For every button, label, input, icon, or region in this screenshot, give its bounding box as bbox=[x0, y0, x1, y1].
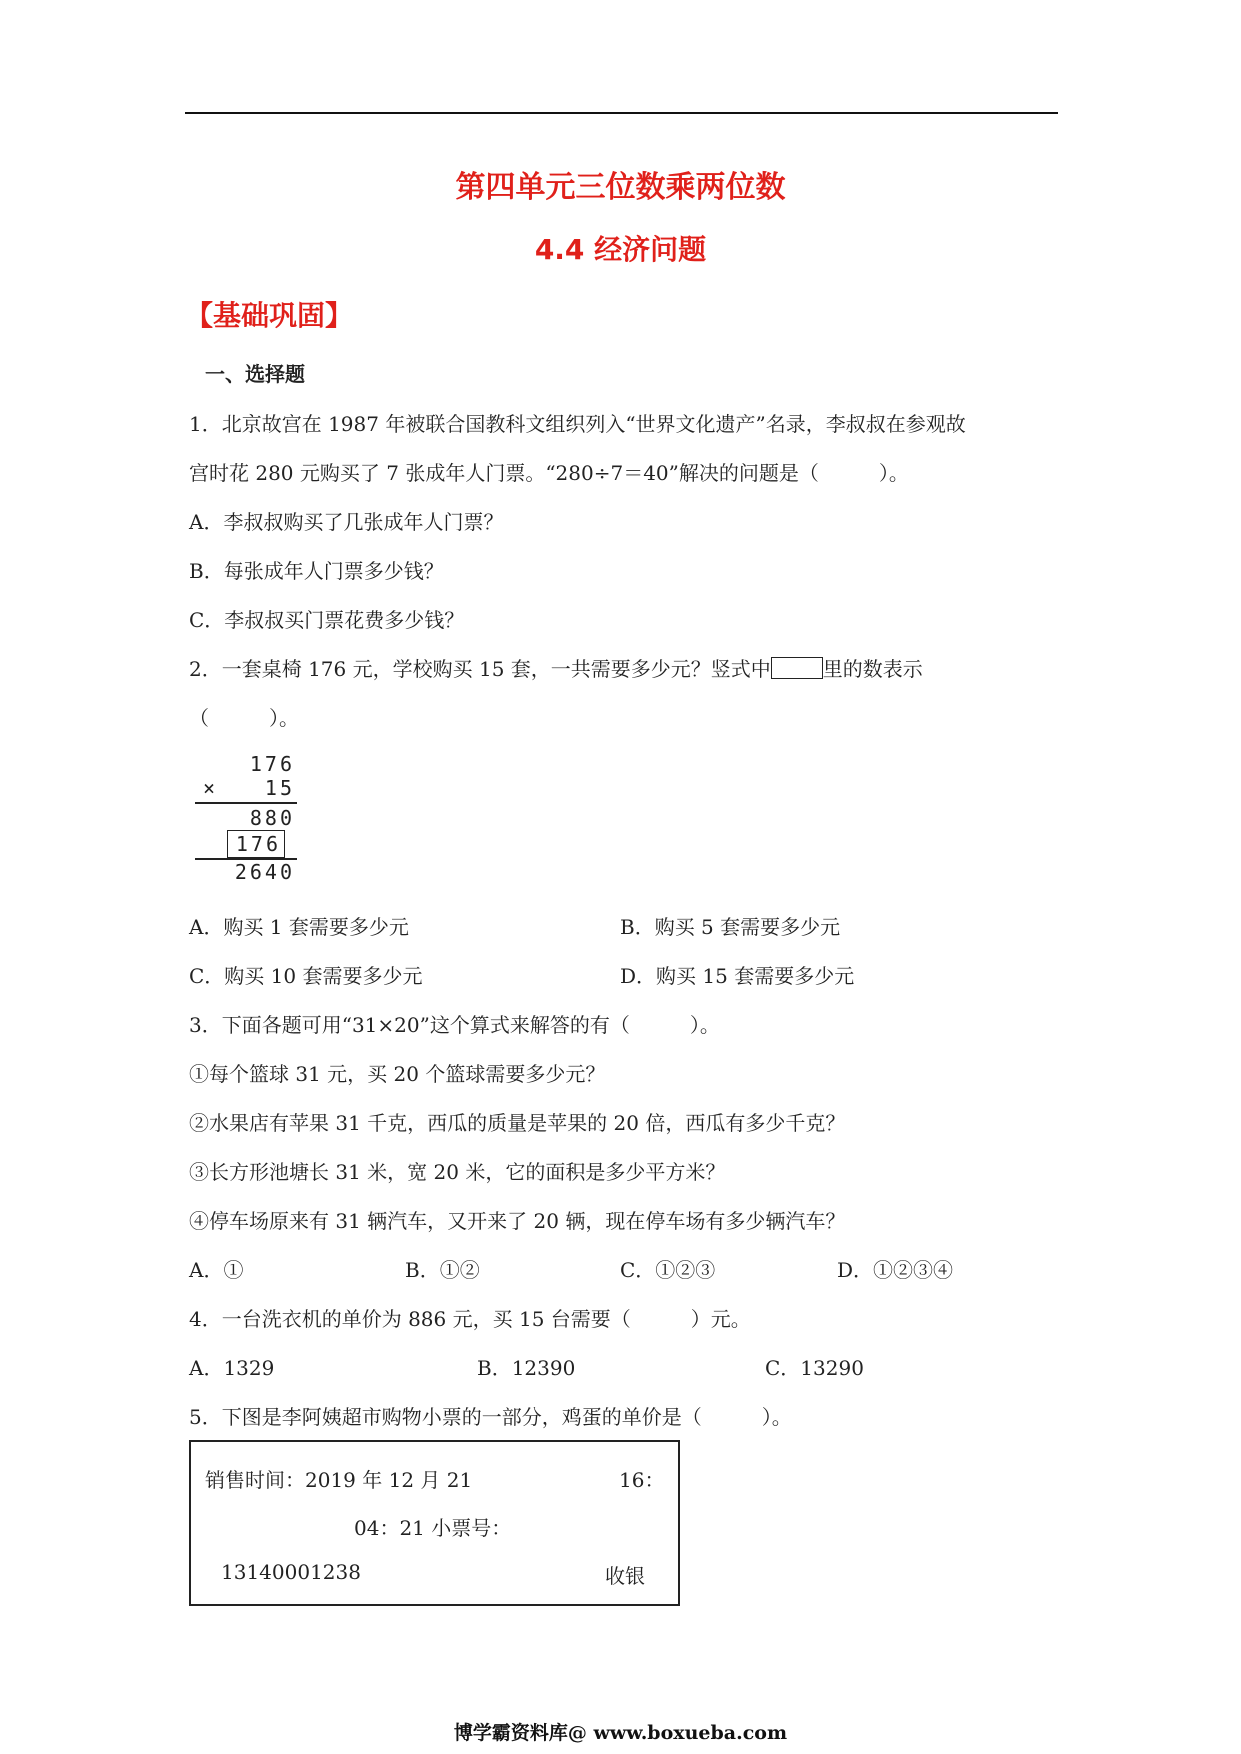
q1-option-b[interactable]: B．每张成年人门票多少钱？ bbox=[189, 559, 444, 583]
q2-option-b[interactable]: B．购买 5 套需要多少元 bbox=[620, 915, 841, 939]
q2-option-a[interactable]: A．购买 1 套需要多少元 bbox=[189, 915, 409, 939]
receipt-cashier: 收银 bbox=[605, 1564, 645, 1588]
q3-option-a[interactable]: A．① bbox=[189, 1258, 244, 1282]
vertical-multiplication bbox=[195, 752, 305, 882]
q3-option-d[interactable]: D．①②③④ bbox=[837, 1258, 954, 1282]
header-rule bbox=[185, 112, 1058, 114]
calc-multiplier: 15 bbox=[264, 776, 295, 800]
receipt-minute-ticket: 04：21 小票号： bbox=[354, 1516, 512, 1540]
calc-product: 2640 bbox=[234, 860, 295, 884]
calc-multiplicand: 176 bbox=[249, 752, 295, 776]
q1-option-a[interactable]: A．李叔叔购买了几张成年人门票？ bbox=[189, 510, 504, 534]
unit-title: 第四单元三位数乘两位数 bbox=[455, 170, 786, 205]
calc-partial-1: 880 bbox=[249, 806, 295, 830]
receipt-ticket-number: 13140001238 bbox=[221, 1560, 361, 1584]
q2-stem-part1: 2．一套桌椅 176 元，学校购买 15 套，一共需要多少元？竖式中 bbox=[189, 657, 771, 681]
q3-item-4: ④停车场原来有 31 辆汽车，又开来了 20 辆，现在停车场有多少辆汽车？ bbox=[189, 1209, 846, 1233]
q3-stem: 3．下面各题可用“31×20”这个算式来解答的有（ ）。 bbox=[189, 1013, 720, 1037]
q4-option-b[interactable]: B．12390 bbox=[477, 1356, 576, 1380]
calc-partial-2: 176 bbox=[235, 832, 281, 856]
answer-box bbox=[771, 657, 823, 679]
q1-stem-line2: 宫时花 280 元购买了 7 张成年人门票。“280÷7＝40”解决的问题是（ ）。 bbox=[189, 461, 909, 485]
times-sign: × bbox=[203, 776, 216, 800]
lesson-title: 4.4 经济问题 bbox=[534, 233, 707, 266]
q3-item-3: ③长方形池塘长 31 米，宽 20 米，它的面积是多少平方米？ bbox=[189, 1160, 726, 1184]
q3-option-b[interactable]: B．①② bbox=[405, 1258, 480, 1282]
q2-option-d[interactable]: D．购买 15 套需要多少元 bbox=[620, 964, 855, 988]
q4-option-a[interactable]: A．1329 bbox=[189, 1356, 275, 1380]
q2-option-c[interactable]: C．购买 10 套需要多少元 bbox=[189, 964, 423, 988]
q3-item-2: ②水果店有苹果 31 千克，西瓜的质量是苹果的 20 倍，西瓜有多少千克？ bbox=[189, 1111, 846, 1135]
q4-stem: 4．一台洗衣机的单价为 886 元，买 15 台需要（ ）元。 bbox=[189, 1307, 751, 1331]
q5-stem: 5．下图是李阿姨超市购物小票的一部分，鸡蛋的单价是（ ）。 bbox=[189, 1405, 792, 1429]
q3-option-c[interactable]: C．①②③ bbox=[620, 1258, 716, 1282]
q1-option-c[interactable]: C．李叔叔买门票花费多少钱？ bbox=[189, 608, 465, 632]
q2-stem-line2: （ ）。 bbox=[189, 706, 299, 730]
receipt-sale-time: 销售时间：2019 年 12 月 21 bbox=[205, 1468, 473, 1492]
shopping-receipt bbox=[189, 1440, 680, 1606]
q2-stem-part2: 里的数表示 bbox=[822, 657, 923, 681]
calc-rule-1 bbox=[195, 802, 297, 804]
section-heading: 【基础巩固】 bbox=[185, 299, 354, 332]
receipt-hour: 16： bbox=[619, 1468, 665, 1492]
q1-stem-line1: 1．北京故宫在 1987 年被联合国教科文组织列入“世界文化遗产”名录，李叔叔在参观故 bbox=[189, 412, 966, 436]
footer-watermark: 博学霸资料库@ www.boxueba.com bbox=[453, 1722, 788, 1744]
q4-option-c[interactable]: C．13290 bbox=[765, 1356, 864, 1380]
q2-stem-line1 bbox=[189, 653, 923, 682]
subsection-heading: 一、选择题 bbox=[205, 362, 305, 386]
q3-item-1: ①每个篮球 31 元，买 20 个篮球需要多少元？ bbox=[189, 1062, 606, 1086]
